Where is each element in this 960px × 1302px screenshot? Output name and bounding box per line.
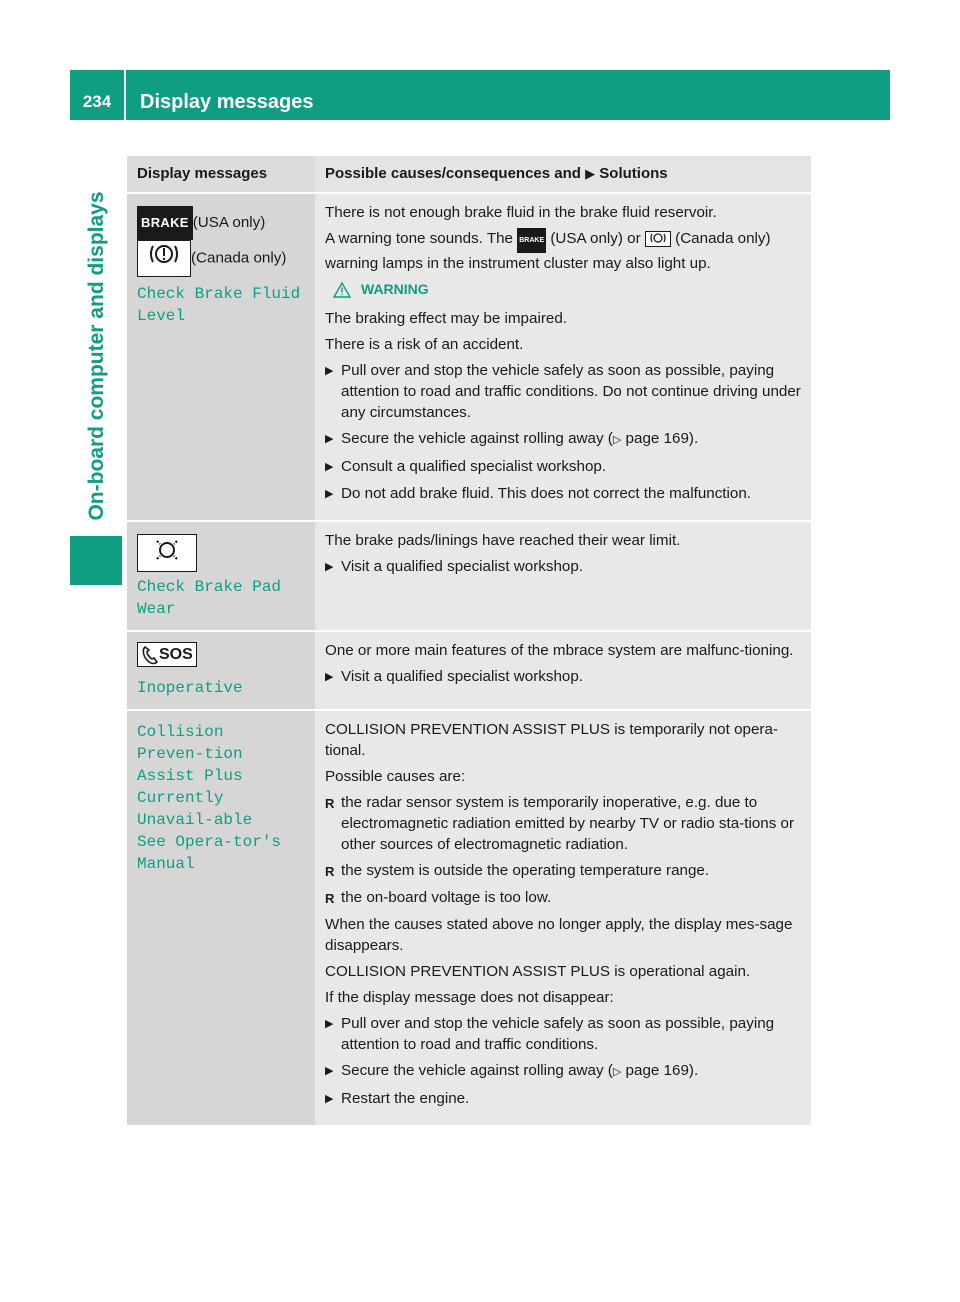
list-item-text: Consult a qualified specialist workshop.	[341, 458, 607, 475]
warning-tone-text-b: (USA only) or	[550, 230, 641, 247]
solution-cell	[315, 631, 811, 710]
action-arrow-icon: ▶	[325, 561, 334, 573]
warning-text-2: There is a risk of an accident.	[325, 336, 524, 353]
possible-causes-label: Possible causes are:	[325, 767, 466, 785]
list-item	[325, 666, 803, 688]
warning-tone-text-a: A warning tone sounds. The	[325, 230, 514, 247]
reason-bullet-icon: R	[325, 795, 335, 811]
message-cell	[127, 631, 315, 710]
side-block	[70, 536, 122, 585]
list-item	[325, 556, 803, 578]
warning-tone-text-c: (Canada only) warning lamps in the instrument cluster may also light up.	[325, 230, 771, 272]
list-item-text: the system is outside the operating temperature range.	[341, 861, 710, 879]
brake-pad-wear-icon	[137, 534, 197, 572]
list-item	[325, 483, 803, 505]
action-arrow-icon: ▶	[325, 1064, 334, 1077]
solution-cell	[315, 710, 811, 1126]
list-item	[325, 428, 803, 451]
warning-heading	[333, 279, 803, 300]
list-item	[325, 360, 803, 423]
cause-text: The brake pads/linings have reached their wear limit.	[325, 532, 681, 549]
page-number: 234	[70, 70, 126, 120]
column-header-solutions-suffix: Solutions	[599, 165, 668, 182]
action-arrow-icon: ▶	[325, 433, 334, 445]
column-header-solutions	[315, 156, 811, 193]
display-message-text: Check Brake Fluid Level	[137, 285, 301, 325]
cause-text: COLLISION PREVENTION ASSIST PLUS is temporarily not opera-tional.	[325, 720, 778, 759]
phone-icon	[141, 645, 159, 665]
warning-label: WARNING	[361, 281, 429, 297]
column-header-solutions-text: Possible causes/consequences and	[325, 165, 581, 182]
brake-circle-mini-icon	[645, 231, 671, 247]
solution-cell	[315, 521, 811, 631]
list-item	[325, 860, 803, 882]
sos-label: SOS	[159, 646, 193, 663]
list-item-text: Visit a qualified specialist workshop.	[341, 558, 583, 575]
list-item-text: Visit a qualified specialist workshop.	[341, 668, 583, 685]
display-message-text: Collision Preven-tion Assist Plus Currently Unavail-able See Opera-tor's Manual	[137, 722, 282, 873]
page-ref-arrow-icon: ▷	[612, 434, 622, 446]
action-arrow-icon: ▶	[325, 461, 334, 473]
table-row	[127, 710, 811, 1126]
table-row	[127, 193, 811, 521]
list-item-text-a: Secure the vehicle against rolling away (	[341, 1061, 613, 1079]
list-item	[325, 1088, 803, 1110]
action-arrow-icon: ▶	[325, 488, 334, 500]
list-item-text: the radar sensor system is temporarily inoperative, e.g. due to electromagnetic radiation emitted by nearby TV or radio sta-tions or other sources of electromagnetic radiation.	[341, 793, 795, 853]
message-cell	[127, 193, 315, 521]
warning-text-1: The braking effect may be impaired.	[325, 310, 567, 327]
warning-triangle-icon	[333, 282, 351, 298]
display-messages-table	[127, 156, 811, 1127]
action-arrow-icon: ▶	[325, 365, 334, 377]
table-row	[127, 631, 811, 710]
list-item	[325, 456, 803, 478]
message-cell	[127, 521, 315, 631]
list-item	[325, 887, 803, 909]
page-reference-link[interactable]: page 169).	[625, 430, 699, 447]
list-item-text: the on-board voltage is too low.	[341, 888, 552, 906]
page-title: Display messages	[140, 90, 314, 113]
action-arrow-icon: ▶	[325, 1017, 334, 1030]
list-item-text: Pull over and stop the vehicle safely as soon as possible, paying attention to road and traffic conditions. Do not continue driving under any circumstances.	[341, 362, 801, 421]
status-text: COLLISION PREVENTION ASSIST PLUS is operational again.	[325, 962, 751, 980]
list-item-text: Do not add brake fluid. This does not correct the malfunction.	[341, 485, 752, 502]
list-item	[325, 1060, 803, 1083]
action-arrow-icon: ▶	[325, 1092, 334, 1105]
canada-only-label: (Canada only)	[191, 249, 287, 267]
list-item	[325, 1013, 803, 1055]
table-header-row	[127, 156, 811, 193]
display-message-text: Check Brake Pad Wear	[137, 578, 282, 618]
brake-mini-icon: BRAKE	[517, 228, 546, 253]
message-cell	[127, 710, 315, 1126]
reason-bullet-icon: R	[325, 890, 335, 906]
list-item-text-a: Secure the vehicle against rolling away (	[341, 430, 613, 447]
cause-text: There is not enough brake fluid in the brake fluid reservoir.	[325, 204, 717, 221]
list-item	[325, 792, 803, 855]
status-text: When the causes stated above no longer apply, the display mes-sage disappears.	[325, 915, 793, 954]
brake-circle-warning-icon	[137, 240, 191, 277]
header-bar	[70, 70, 890, 120]
status-text: If the display message does not disappear:	[325, 988, 614, 1006]
list-item-text: Pull over and stop the vehicle safely as soon as possible, paying attention to road and traffic conditions.	[341, 1014, 775, 1053]
warning-tone-text	[325, 228, 803, 274]
usa-only-label: (USA only)	[192, 214, 266, 232]
sos-icon	[137, 642, 197, 667]
list-item-text	[341, 1060, 698, 1083]
column-header-messages: Display messages	[127, 156, 315, 193]
list-item-text: Restart the engine.	[341, 1089, 470, 1107]
page-ref-arrow-icon: ▷	[612, 1065, 622, 1078]
list-item-text	[341, 428, 698, 451]
display-message-text: Inoperative	[137, 678, 243, 697]
solution-cell	[315, 193, 811, 521]
section-side-label: On-board computer and displays	[85, 191, 108, 521]
table-row	[127, 521, 811, 631]
play-arrow-icon: ▶	[585, 166, 596, 181]
action-arrow-icon: ▶	[325, 671, 334, 683]
cause-text: One or more main features of the mbrace system are malfunc-tioning.	[325, 642, 794, 659]
reason-bullet-icon: R	[325, 863, 335, 879]
page-reference-link[interactable]: page 169).	[625, 1061, 699, 1079]
brake-warning-icon: BRAKE	[137, 206, 193, 240]
